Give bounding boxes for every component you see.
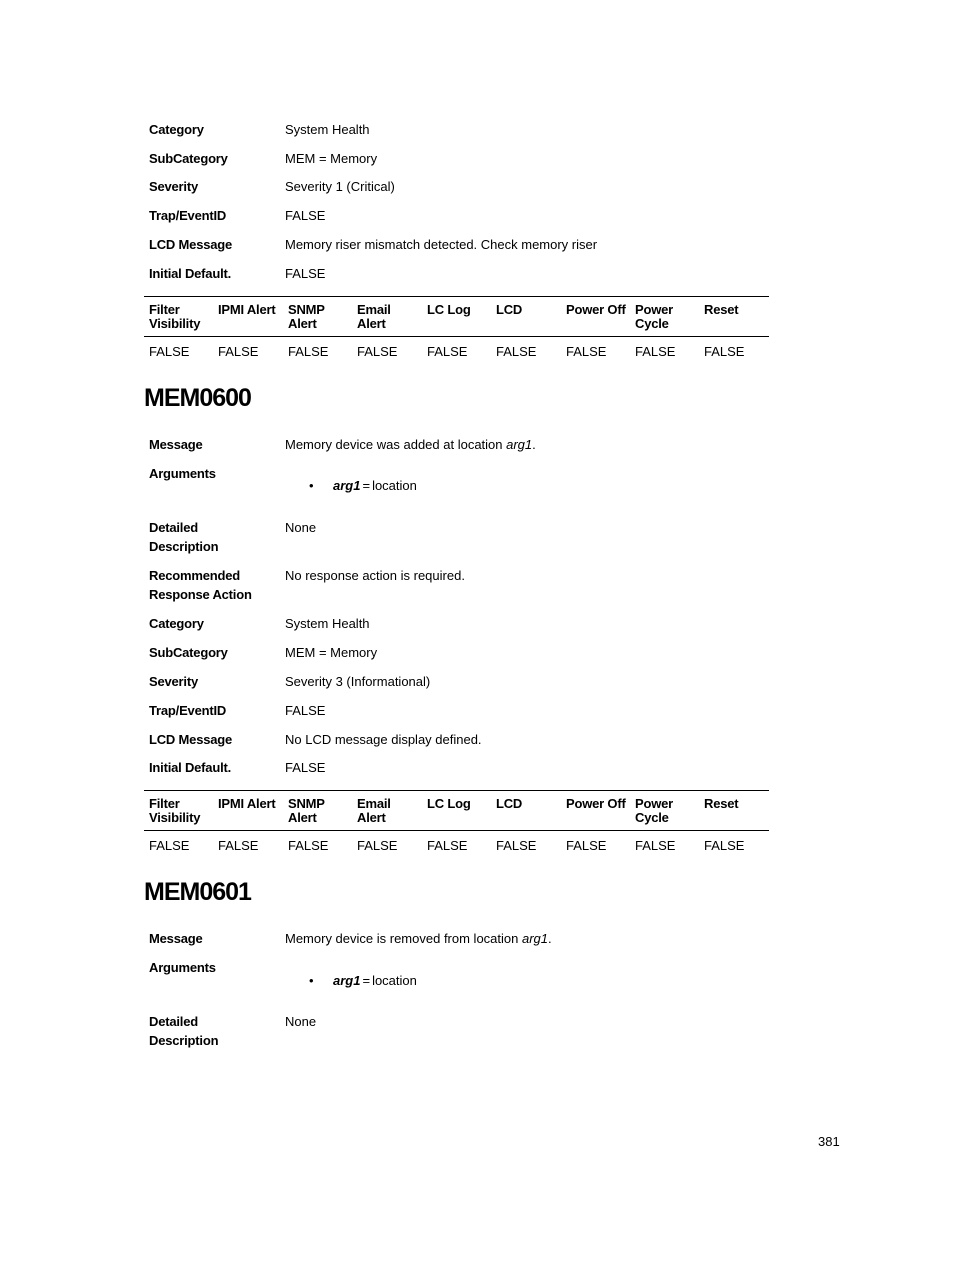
argument-name: arg1 xyxy=(333,478,361,493)
field-value: FALSE xyxy=(285,760,326,775)
field-value: Severity 1 (Critical) xyxy=(285,179,395,194)
field-label: Detailed Description xyxy=(149,520,219,554)
message-text: Memory device is removed from location xyxy=(285,931,522,946)
table-header-cell: Filter Visibility xyxy=(149,302,201,331)
table-cell: FALSE xyxy=(427,344,468,359)
table-cell: FALSE xyxy=(496,838,537,853)
table-header-cell: LC Log xyxy=(427,796,471,811)
table-header-cell: Email Alert xyxy=(357,302,391,331)
table-header-cell: Power Cycle xyxy=(635,302,674,331)
field-label: Trap/EventID xyxy=(149,703,227,718)
table-cell: FALSE xyxy=(218,838,259,853)
section-heading-mem0600: MEM0600 xyxy=(144,384,251,412)
field-label: Detailed Description xyxy=(149,1014,219,1048)
message-arg: arg1 xyxy=(521,931,549,946)
table-cell: FALSE xyxy=(218,344,259,359)
field-value xyxy=(285,929,769,948)
field-value: Severity 3 (Informational) xyxy=(285,674,431,689)
field-value: MEM = Memory xyxy=(285,645,378,660)
field-value: No LCD message display defined. xyxy=(285,732,482,747)
table-header-rule xyxy=(144,830,769,831)
table-cell: FALSE xyxy=(288,344,329,359)
field-label: Severity xyxy=(149,179,198,194)
table-header-cell: IPMI Alert xyxy=(218,796,276,811)
table-cell: FALSE xyxy=(635,344,676,359)
table-header-cell: Reset xyxy=(704,302,739,317)
argument-list-item xyxy=(309,476,417,495)
field-label: LCD Message xyxy=(149,237,233,252)
table-header-cell: LCD xyxy=(496,796,523,811)
field-label: Trap/EventID xyxy=(149,208,227,223)
field-value: FALSE xyxy=(285,266,326,281)
message-text: Memory device was added at location xyxy=(285,437,507,452)
field-value: MEM = Memory xyxy=(285,151,378,166)
table-header-cell: LCD xyxy=(496,302,523,317)
page-number: 381 xyxy=(818,1134,840,1149)
field-label: Message xyxy=(149,931,203,946)
table-header-cell: Reset xyxy=(704,796,739,811)
field-value: Memory riser mismatch detected. Check memory riser xyxy=(285,237,598,252)
field-label: Severity xyxy=(149,674,198,689)
field-value: FALSE xyxy=(285,703,326,718)
table-cell: FALSE xyxy=(496,344,537,359)
field-value: System Health xyxy=(285,122,370,137)
table-cell: FALSE xyxy=(149,344,190,359)
bullet-icon: • xyxy=(309,478,314,493)
table-cell: FALSE xyxy=(704,344,745,359)
argument-description: location xyxy=(372,478,417,493)
table-header-cell: SNMP Alert xyxy=(288,302,325,331)
field-label: Arguments xyxy=(149,960,216,975)
message-end: . xyxy=(532,437,536,452)
field-label: Arguments xyxy=(149,466,216,481)
table-header-cell: SNMP Alert xyxy=(288,796,325,825)
table-top-rule xyxy=(144,790,769,791)
argument-name: arg1 xyxy=(333,973,361,988)
table-header-cell: Power Off xyxy=(566,302,626,317)
field-label: Initial Default. xyxy=(149,266,232,281)
table-header-cell: Filter Visibility xyxy=(149,796,201,825)
table-cell: FALSE xyxy=(704,838,745,853)
table-cell: FALSE xyxy=(357,838,398,853)
field-value: System Health xyxy=(285,616,370,631)
table-header-rule xyxy=(144,336,769,337)
field-label: LCD Message xyxy=(149,732,233,747)
message-arg: arg1 xyxy=(506,437,533,452)
bullet-icon: • xyxy=(309,973,314,988)
alert-table xyxy=(144,790,769,860)
table-cell: FALSE xyxy=(566,838,607,853)
argument-list-item xyxy=(309,971,417,990)
table-top-rule xyxy=(144,296,769,297)
table-cell: FALSE xyxy=(149,838,190,853)
field-value: None xyxy=(285,520,317,535)
table-header-cell: Power Off xyxy=(566,796,626,811)
field-label: Message xyxy=(149,437,203,452)
argument-equals: = xyxy=(362,478,371,493)
message-end: . xyxy=(548,931,552,946)
table-cell: FALSE xyxy=(566,344,607,359)
table-header-cell: Email Alert xyxy=(357,796,391,825)
argument-description: location xyxy=(372,973,417,988)
table-header-cell: IPMI Alert xyxy=(218,302,276,317)
kv-row-detailed-description xyxy=(149,1012,769,1052)
section-heading-mem0601: MEM0601 xyxy=(144,878,251,906)
field-value: No response action is required. xyxy=(285,568,465,583)
field-label: Recommended Response Action xyxy=(149,568,252,602)
table-header-cell: LC Log xyxy=(427,302,471,317)
kv-row-detailed-description xyxy=(149,518,769,558)
table-cell: FALSE xyxy=(635,838,676,853)
table-cell: FALSE xyxy=(427,838,468,853)
kv-row-recommended-response-action xyxy=(149,566,769,606)
field-value: FALSE xyxy=(285,208,326,223)
alert-table xyxy=(144,296,769,366)
field-label: Category xyxy=(149,122,204,137)
field-value xyxy=(285,435,769,454)
table-cell: FALSE xyxy=(288,838,329,853)
table-header-cell: Power Cycle xyxy=(635,796,674,825)
field-label: SubCategory xyxy=(149,151,228,166)
field-label: Initial Default. xyxy=(149,760,232,775)
argument-equals: = xyxy=(362,973,371,988)
table-cell: FALSE xyxy=(357,344,398,359)
field-value: None xyxy=(285,1014,317,1029)
field-label: Category xyxy=(149,616,204,631)
field-label: SubCategory xyxy=(149,645,228,660)
